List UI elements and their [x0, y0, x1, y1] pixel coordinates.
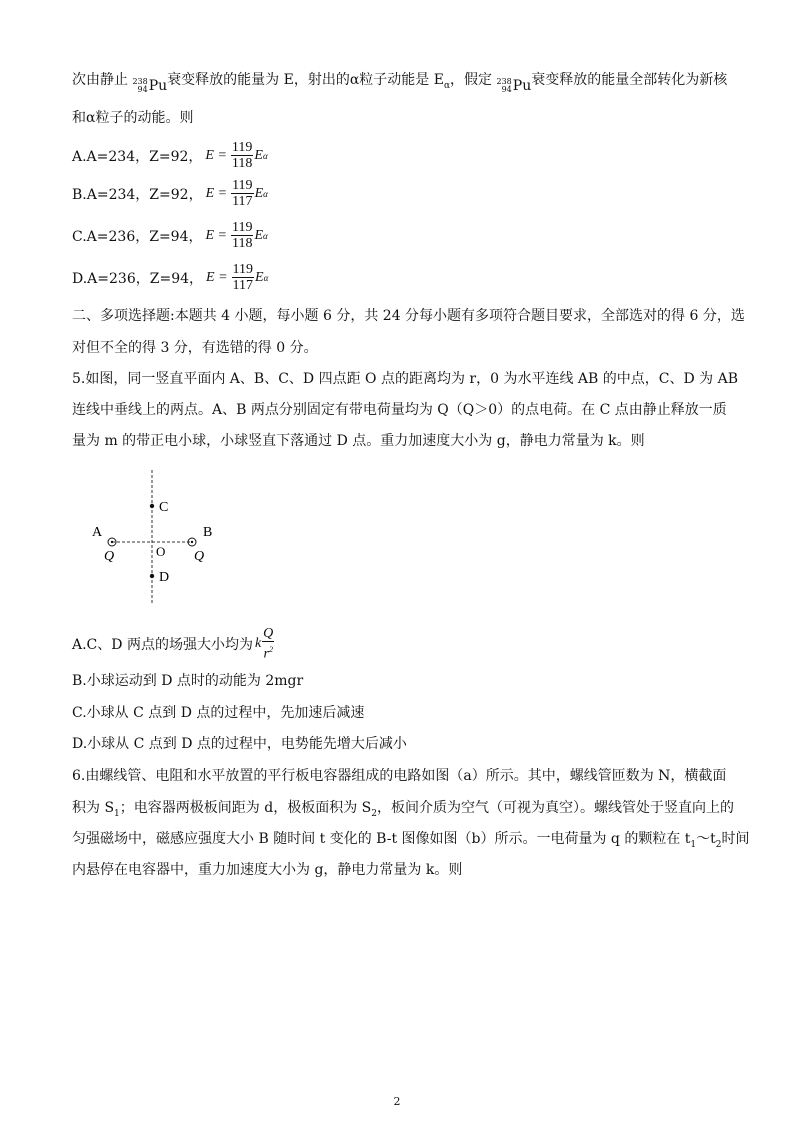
q6-l2-c: ，板间介质为空气（可视为真空）。螺线管处于竖直向上的 [376, 800, 734, 816]
fraction-num: 119 [231, 140, 253, 155]
q6-l2-b: ；电容器两极板间距为 d，极板面积为 S [119, 800, 372, 816]
label-o: O [156, 544, 166, 559]
fraction-den [263, 642, 274, 662]
pu-nuclide-2 [497, 76, 532, 96]
nuclide-mass: 238 [132, 77, 148, 86]
q4-option-d [72, 262, 268, 293]
point-c-dot [150, 504, 154, 508]
nuclide-z-2: 94 [501, 85, 512, 94]
nuclide-mass-2: 238 [496, 77, 512, 86]
pu-nuclide [132, 76, 167, 96]
q6-line-3 [72, 829, 750, 855]
formula-sub: α [263, 272, 269, 283]
option-label: A.A=234，Z=92， [72, 148, 203, 165]
q4-option-a [72, 140, 268, 171]
formula-lhs: E = [205, 185, 228, 201]
q6-l3-a: 匀强磁场中，磁感应强度大小 B 随时间 t 变化的 B-t 图像如图（b）所示。一电荷量为 q 的颗粒在 t [72, 831, 691, 847]
section2-line-2: 对但不全的得 3 分，有选错的得 0 分。 [72, 340, 318, 356]
q6-l3-c: 时间 [721, 831, 750, 847]
fraction-den: 117 [232, 194, 253, 209]
q6-line-1: 6.由螺线管、电阻和水平放置的平行板电容器组成的电路如图（a）所示。其中，螺线管匝数为 N，横截面 [72, 768, 727, 784]
fraction-den: 118 [232, 236, 253, 251]
intro-text-a: 次由静止 [72, 72, 128, 88]
formula-sub: α [263, 230, 268, 241]
q6-sub-1: 1 [114, 808, 120, 819]
option-a-fraction [262, 626, 274, 662]
fraction-num: 119 [232, 178, 253, 193]
q5-option-b: B.小球运动到 D 点时的动能为 2mgr [72, 673, 304, 689]
formula-e: E [254, 147, 263, 163]
label-d: D [159, 570, 170, 585]
formula-sub: α [262, 150, 268, 161]
q6-sub-t1: 1 [690, 839, 697, 850]
fraction [231, 140, 253, 171]
q6-sub-t2: 2 [715, 839, 722, 850]
label-c: C [159, 500, 169, 515]
den-sup: 2 [268, 645, 273, 654]
fraction-den: 117 [232, 278, 253, 293]
intro-text-d: 衰变释放的能量全部转化为新核 [531, 72, 728, 88]
q4-option-c [72, 220, 268, 251]
section2-line-1: 二、多项选择题:本题共 4 小题，每小题 6 分，共 24 分每小题有多项符合题目要求，全部选对的得 6 分，选 [72, 308, 745, 324]
option-a-text: A.C、D 两点的场强大小均为 [72, 636, 253, 653]
charge-b-center [191, 541, 193, 543]
q5-line-1: 5.如图，同一竖直平面内 A、B、C、D 四点距 O 点的距离均为 r，0 为水平连线 AB 的中点，C、D 为 AB [72, 371, 739, 387]
label-b: B [203, 525, 213, 540]
option-label: B.A=234，Z=92， [72, 186, 203, 203]
intro-sub-alpha: α [443, 80, 451, 91]
fraction [231, 220, 253, 251]
q6-sub-2: 2 [371, 808, 377, 819]
formula-e: E [254, 185, 264, 201]
formula-e: E [254, 227, 264, 243]
label-qa: Q [104, 549, 115, 564]
q6-line-2 [72, 798, 734, 824]
option-a-k: k [254, 635, 262, 651]
q4-option-b [72, 178, 268, 209]
fraction-den: 118 [231, 156, 253, 171]
intro-text-b: 衰变释放的能量为 E，射出的α粒子动能是 E [167, 72, 444, 88]
den-r: r [263, 646, 269, 662]
q5-line-2: 连线中垂线上的两点。A、B 两点分别固定有带电荷量均为 Q（Q＞0）的点电荷。在 C 点由静止释放一质 [72, 402, 727, 418]
q5-option-c: C.小球从 C 点到 D 点的过程中，先加速后减速 [72, 705, 365, 721]
fraction-num: 119 [232, 220, 253, 235]
point-d-dot [150, 574, 154, 578]
formula-sub: α [263, 188, 268, 199]
nuclide-z: 94 [137, 85, 148, 94]
fraction-num: 119 [232, 262, 253, 277]
page-number: 2 [393, 1095, 401, 1108]
q6-line-4: 内悬停在电容器中，重力加速度大小为 g，静电力常量为 k。则 [72, 862, 463, 878]
nuclide-symbol-2: Pu [512, 78, 532, 94]
q5-option-d: D.小球从 C 点到 D 点的过程中，电势能先增大后减小 [72, 736, 407, 752]
option-label: C.A=236，Z=94， [72, 228, 203, 245]
charge-a-center [111, 541, 113, 543]
option-label: D.A=236，Z=94， [72, 270, 204, 287]
formula-lhs: E = [206, 269, 228, 285]
intro-text-c: ，假定 [450, 72, 493, 88]
q5-line-3: 量为 m 的带正电小球，小球竖直下落通过 D 点。重力加速度大小为 g，静电力常量为 k。则 [72, 433, 645, 449]
formula-e: E [255, 269, 264, 285]
q6-l2-a: 积为 S [72, 800, 115, 816]
label-a: A [92, 525, 103, 540]
intro-line-2: 和α粒子的动能。则 [72, 110, 194, 126]
fraction [232, 262, 254, 293]
q6-l3-b: ～t [696, 831, 716, 847]
q5-option-a [72, 626, 275, 662]
fraction-num: Q [263, 626, 274, 641]
nuclide-symbol: Pu [148, 78, 168, 94]
fraction [231, 178, 253, 209]
label-qb: Q [194, 549, 205, 564]
formula-lhs: E = [205, 147, 227, 163]
formula-lhs: E = [205, 227, 227, 243]
q5-figure [72, 462, 232, 610]
intro-line-1 [72, 70, 727, 96]
